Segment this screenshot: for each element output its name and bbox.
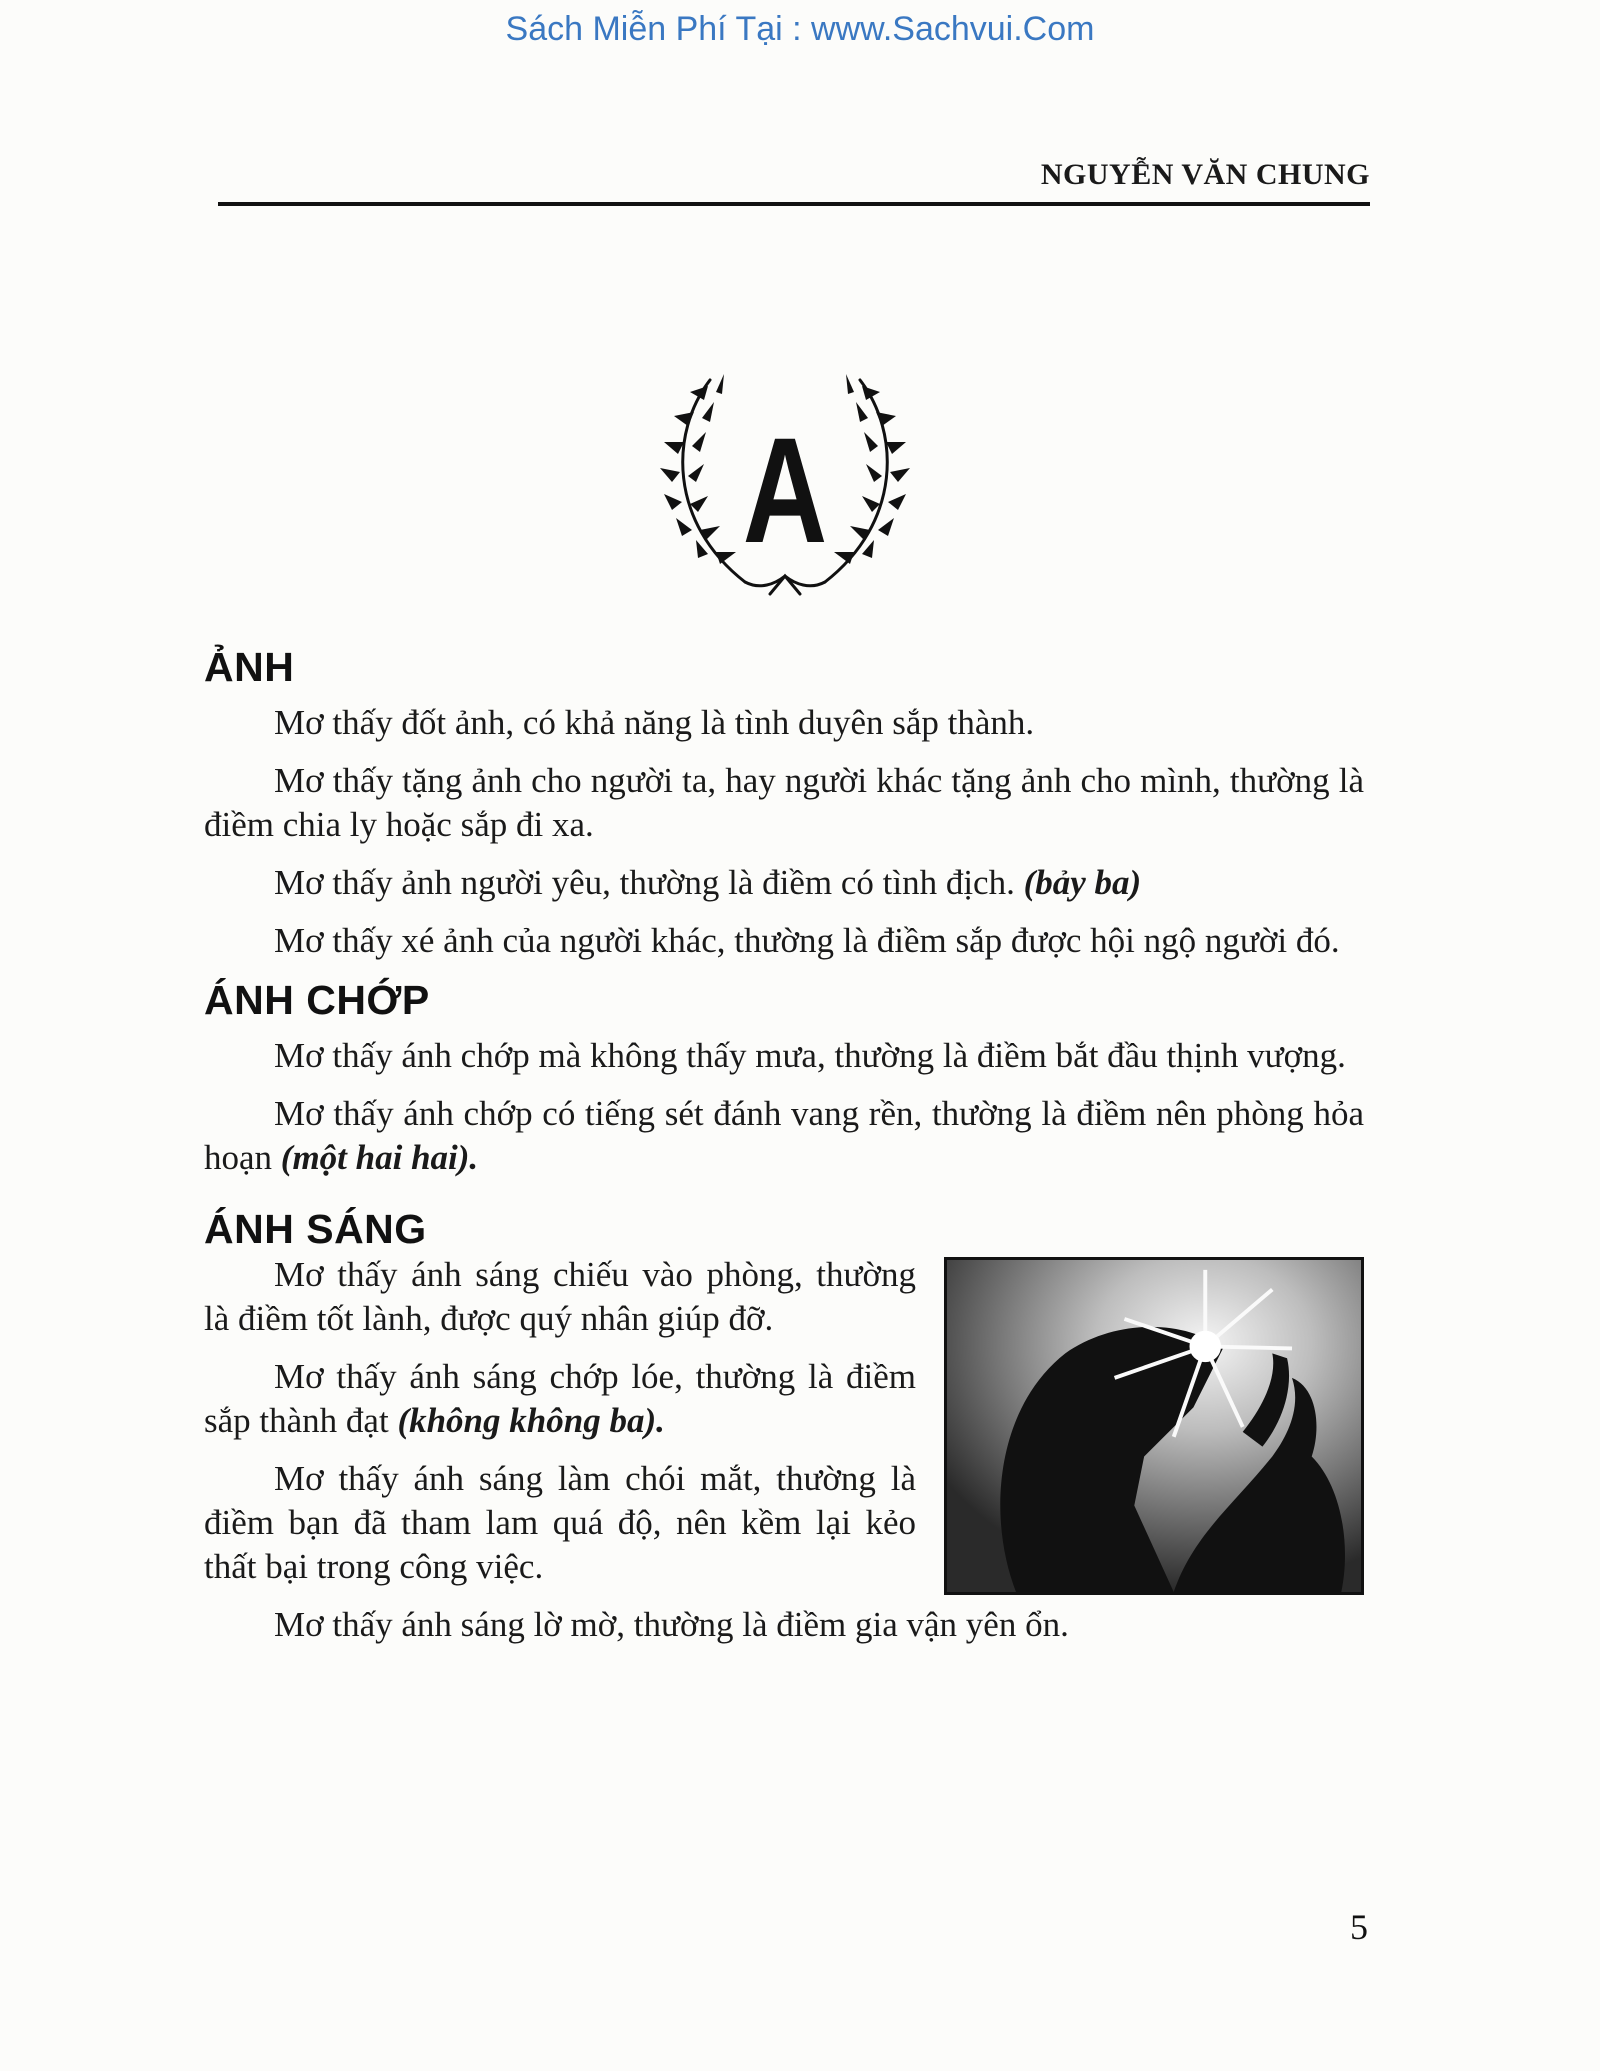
running-head-author: NGUYỄN VĂN CHUNG: [1040, 158, 1370, 191]
watermark-link[interactable]: Sách Miễn Phí Tại : www.Sachvui.Com: [505, 10, 1095, 48]
entry-paragraph: Mơ thấy ánh chớp mà không thấy mưa, thường là điềm bắt đầu thịnh vượng.: [274, 1036, 1346, 1075]
entry-heading-anh: ẢNH: [204, 644, 295, 690]
entry-paragraph: Mơ thấy tặng ảnh cho người ta, hay người khác tặng ảnh cho mình, thường là điềm chia ly hoặc sắp đi xa.: [204, 761, 1364, 844]
entry-paragraph: Mơ thấy đốt ảnh, có khả năng là tình duyên sắp thành.: [274, 703, 1035, 742]
entry-paragraph: Mơ thấy ánh sáng lờ mờ, thường là điềm gia vận yên ổn.: [274, 1605, 1069, 1644]
entry-paragraph: Mơ thấy ánh sáng chiếu vào phòng, thường là điềm tốt lành, được quý nhân giúp đỡ.: [204, 1255, 916, 1338]
entry-heading-anh-chop: ÁNH CHỚP: [204, 977, 430, 1023]
entry-heading-anh-sang: ÁNH SÁNG: [204, 1206, 427, 1252]
chapter-letter: A: [742, 405, 828, 575]
entry-paragraph: Mơ thấy xé ảnh của người khác, thường là điềm sắp được hội ngộ người đó.: [274, 921, 1340, 960]
person-shielding-eyes-illustration: [944, 1257, 1364, 1595]
lucky-numbers: (một hai hai).: [280, 1138, 479, 1177]
entry-paragraph: Mơ thấy ánh sáng chớp lóe, thường là điềm sắp thành đạt (không không ba).: [204, 1357, 916, 1440]
entry-paragraph: Mơ thấy ảnh người yêu, thường là điềm có tình địch. (bảy ba): [274, 863, 1142, 902]
entry-paragraph: Mơ thấy ánh chớp có tiếng sét đánh vang rền, thường là điềm nên phòng hỏa hoạn (một hai hai).: [204, 1094, 1364, 1177]
entry-paragraph: Mơ thấy ánh sáng làm chói mắt, thường là điềm bạn đã tham lam quá độ, nên kềm lại kẻo thất bại trong công việc.: [204, 1459, 916, 1586]
laurel-wreath-emblem: [650, 372, 920, 604]
header-rule: [218, 202, 1370, 206]
page-number: 5: [1350, 1907, 1368, 1947]
lucky-numbers: (không không ba).: [397, 1401, 665, 1440]
entry-list: [204, 640, 1364, 1661]
lucky-numbers: (bảy ba): [1023, 863, 1142, 902]
light-burst-icon: [947, 1260, 1361, 1592]
